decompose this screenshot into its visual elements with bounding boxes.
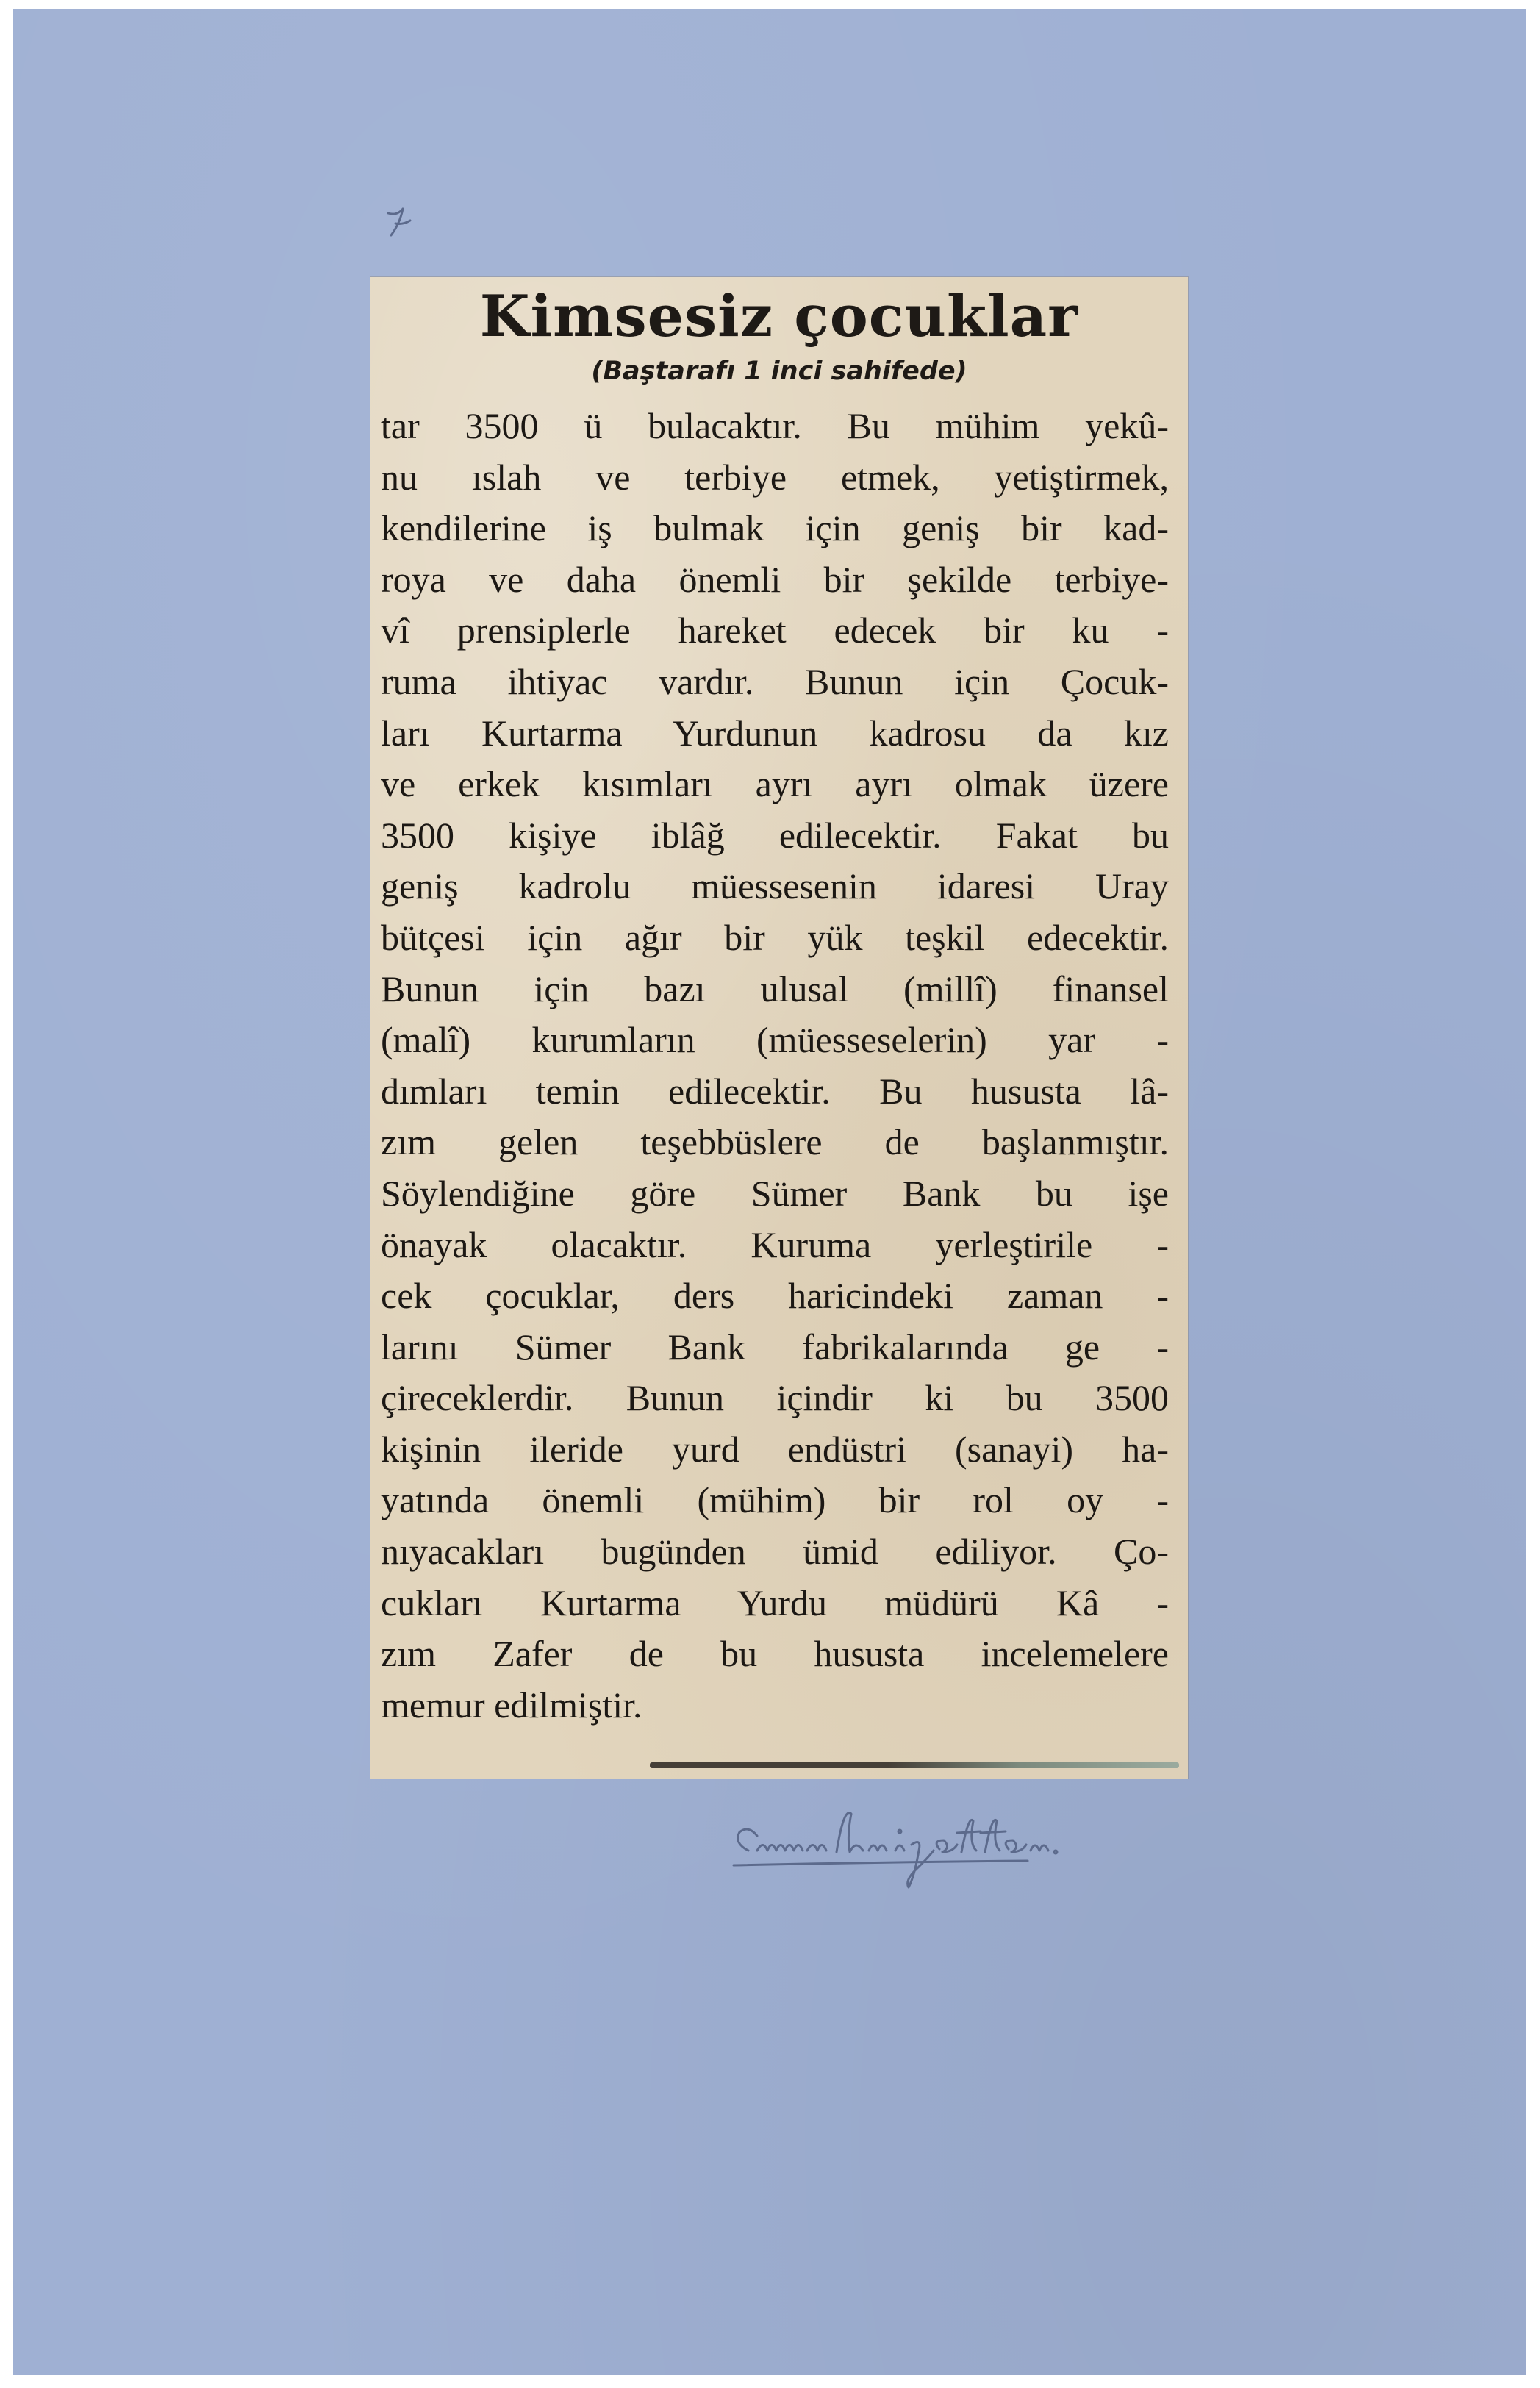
article-line: Bunun için bazı ulusal (millî) finansel (381, 968, 1169, 1009)
article-line: tar 3500 ü bulacaktır. Bu mühim yekû- (381, 405, 1169, 446)
article-line: 3500 kişiye iblâğ edilecektir. Fakat bu (381, 814, 1169, 856)
archive-backing-sheet (13, 9, 1526, 2375)
article-line: zım Zafer de bu hususta incelemelere (381, 1633, 1169, 1675)
article-line: nu ıslah ve terbiye etmek, yetiştirmek, (381, 456, 1169, 498)
column-end-rule (650, 1762, 1179, 1768)
article-line: zım gelen teşebbüslere de başlanmıştır. (381, 1121, 1169, 1163)
article-line: ları Kurtarma Yurdunun kadrosu da kız (381, 712, 1169, 754)
article-line: cukları Kurtarma Yurdu müdürü Kâ - (381, 1581, 1169, 1623)
newspaper-clipping (370, 277, 1188, 1779)
article-line: geniş kadrolu müessesenin idaresi Uray (381, 865, 1169, 907)
article-line: ruma ihtiyac vardır. Bunun için Çocuk- (381, 660, 1169, 702)
continuation-note: (Baştarafı 1 inci sahifede) (591, 357, 967, 386)
article-line: yatında önemli (mühim) bir rol oy - (381, 1479, 1169, 1521)
article-line: cek çocuklar, ders haricindeki zaman - (381, 1275, 1169, 1317)
article-line: çireceklerdir. Bunun içindir ki bu 3500 (381, 1377, 1169, 1419)
article-line: ve erkek kısımları ayrı ayrı olmak üzere (381, 763, 1169, 805)
article-body (381, 401, 1169, 1731)
article-line: dımları temin edilecektir. Bu hususta lâ- (381, 1070, 1169, 1112)
article-line: bütçesi için ağır bir yük teşkil edecektir. (381, 916, 1169, 958)
article-line: nıyacakları bugünden ümid ediliyor. Ço- (381, 1531, 1169, 1573)
headline: Kimsesiz çocuklar (479, 283, 1079, 350)
article-line: önayak olacaktır. Kuruma yerleştirile - (381, 1223, 1169, 1265)
handwritten-source-note (719, 1799, 1197, 1895)
pencil-mark (381, 199, 425, 243)
article-line: roya ve daha önemli bir şekilde terbiye- (381, 558, 1169, 600)
article-line: larını Sümer Bank fabrikalarında ge - (381, 1326, 1169, 1368)
article-line: (malî) kurumların (müesseselerin) yar - (381, 1019, 1169, 1061)
article-line: vî prensiplerle hareket edecek bir ku - (381, 609, 1169, 651)
article-line: Söylendiğine göre Sümer Bank bu işe (381, 1172, 1169, 1214)
article-line: memur edilmiştir. (381, 1684, 642, 1726)
article-line: kendilerine iş bulmak için geniş bir kad- (381, 507, 1169, 549)
article-line: kişinin ileride yurd endüstri (sanayi) ha- (381, 1428, 1169, 1470)
